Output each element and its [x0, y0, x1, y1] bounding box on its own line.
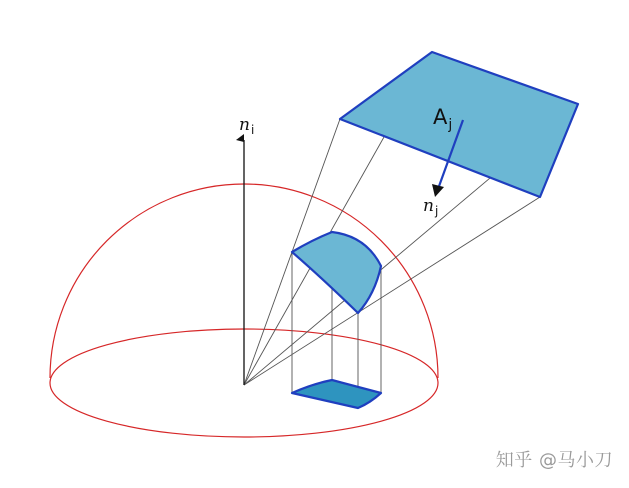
label-normal-i: $n_i$	[239, 115, 255, 137]
normal-i-arrowhead	[236, 134, 244, 142]
patch-a-j	[340, 52, 578, 197]
projector-line-bl	[244, 197, 540, 385]
projected-patch-on-base	[292, 380, 381, 408]
label-patch-a-j: $A_j$	[433, 105, 453, 133]
projected-patch-on-hemisphere	[292, 232, 381, 313]
label-normal-j: $n_j$	[423, 196, 439, 218]
watermark: 知乎 @马小刀	[495, 450, 613, 471]
